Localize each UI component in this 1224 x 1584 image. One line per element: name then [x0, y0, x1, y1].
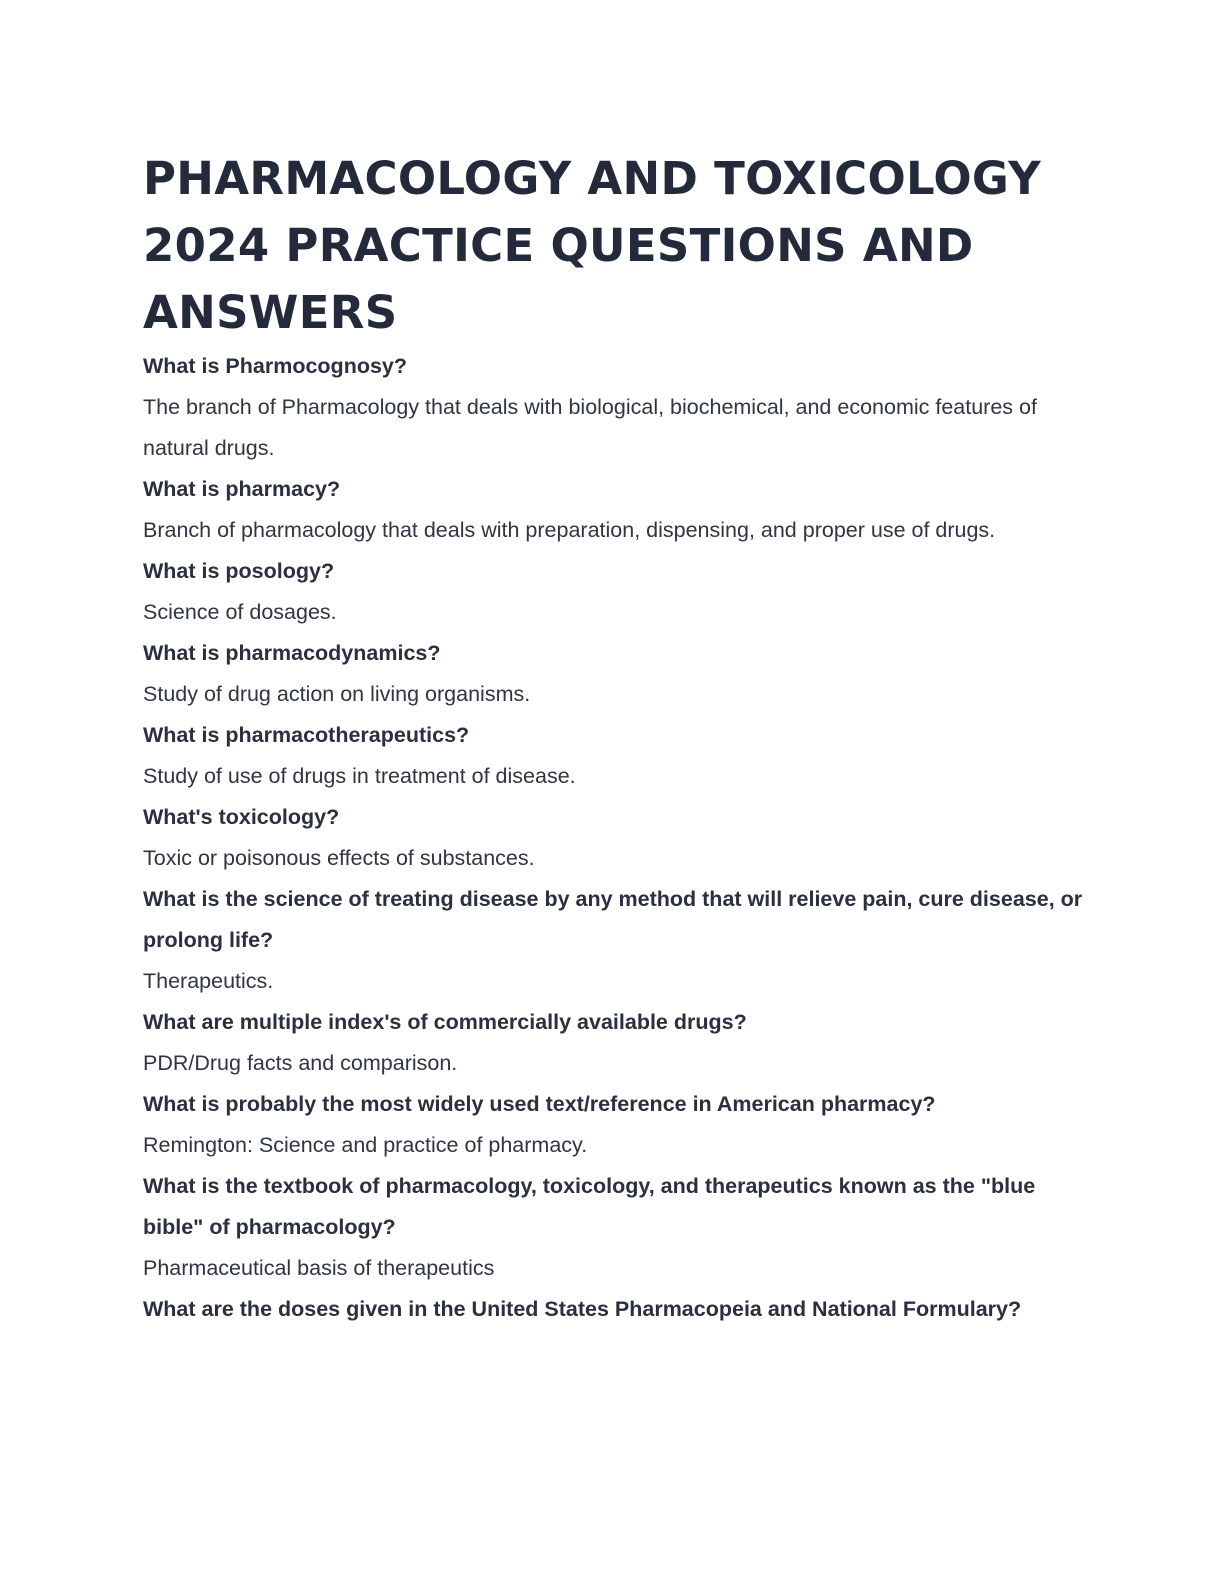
- answer-text: The branch of Pharmacology that deals with biological, biochemical, and economic features of natural drugs.: [143, 395, 1037, 460]
- question-text: What is pharmacy?: [143, 477, 341, 501]
- question-text: What is the textbook of pharmacology, toxicology, and therapeutics known as the "blue bible" of pharmacology?: [143, 1174, 1036, 1239]
- question-text: What is probably the most widely used text/reference in American pharmacy?: [143, 1092, 936, 1116]
- answer-text: Study of use of drugs in treatment of disease.: [143, 764, 576, 788]
- qa-item: [143, 1289, 1083, 1330]
- qa-item: [143, 633, 1083, 715]
- question-text: What is posology?: [143, 559, 335, 583]
- answer-text: Pharmaceutical basis of therapeutics: [143, 1256, 495, 1280]
- question-text: What are the doses given in the United States Pharmacopeia and National Formulary?: [143, 1297, 1022, 1321]
- answer-text: Remington: Science and practice of pharmacy.: [143, 1133, 588, 1157]
- answer-text: Study of drug action on living organisms.: [143, 682, 531, 706]
- qa-item: [143, 1084, 1083, 1166]
- question-text: What is pharmacotherapeutics?: [143, 723, 470, 747]
- document-page: [143, 145, 1083, 1330]
- qa-item: [143, 551, 1083, 633]
- qa-item: [143, 1002, 1083, 1084]
- answer-text: Toxic or poisonous effects of substances.: [143, 846, 535, 870]
- answer-text: PDR/Drug facts and comparison.: [143, 1051, 458, 1075]
- question-text: What is pharmacodynamics?: [143, 641, 441, 665]
- qa-item: [143, 469, 1083, 551]
- question-text: What are multiple index's of commercially available drugs?: [143, 1010, 747, 1034]
- answer-text: Therapeutics.: [143, 969, 274, 993]
- qa-item: [143, 346, 1083, 469]
- question-text: What's toxicology?: [143, 805, 340, 829]
- answer-text: Branch of pharmacology that deals with preparation, dispensing, and proper use of drugs.: [143, 518, 996, 542]
- qa-item: [143, 879, 1083, 1002]
- question-text: What is Pharmocognosy?: [143, 354, 408, 378]
- document-title: PHARMACOLOGY AND TOXICOLOGY 2024 PRACTICE QUESTIONS AND ANSWERS: [143, 152, 1042, 339]
- question-text: What is the science of treating disease by any method that will relieve pain, cure disease, or prolong life?: [143, 887, 1083, 952]
- qa-item: [143, 1166, 1083, 1289]
- qa-item: [143, 797, 1083, 879]
- qa-item: [143, 715, 1083, 797]
- answer-text: Science of dosages.: [143, 600, 337, 624]
